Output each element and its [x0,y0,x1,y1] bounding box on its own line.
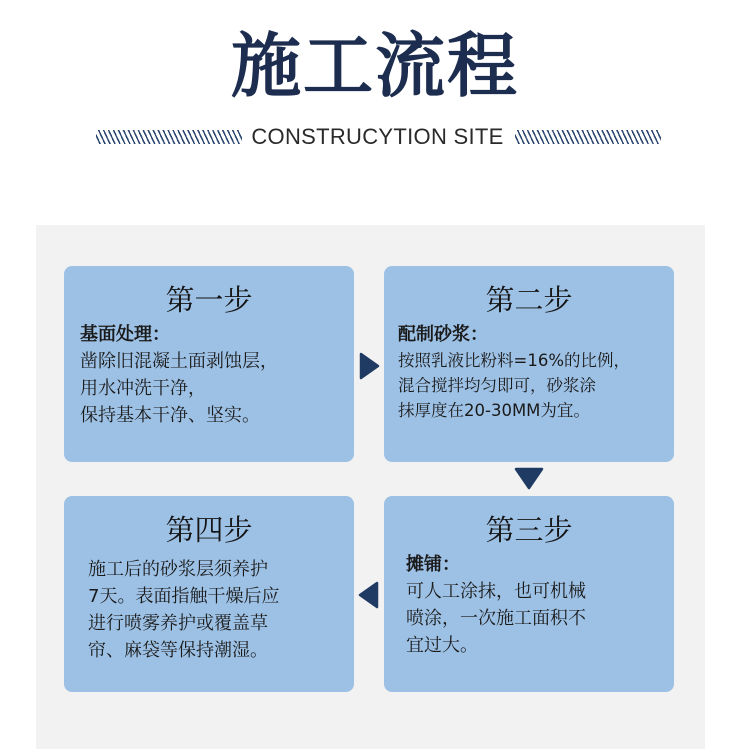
step-card-3 [384,496,674,692]
step-title: 第一步 [165,283,253,317]
step-description: 施工后的砂浆层须养护 7天。表面指触干燥后应 进行喷雾养护或覆盖草 帘、麻袋等保持潮湿。 [88,559,280,661]
step-card-2 [384,266,674,462]
step-title: 第三步 [485,513,573,547]
step-description: 凿除旧混凝土面剥蚀层， 用水冲洗干净， 保持基本干净、坚实。 [80,351,278,426]
step-title: 第二步 [485,283,573,317]
step-heading: 摊铺： [406,554,460,575]
hatch-decoration-left [96,130,242,144]
step-description: 按照乳液比粉料=16%的比例， 混合搅拌均匀即可，砂浆涂 抹厚度在20-30MM为宜。 [398,351,630,420]
hatch-decoration-right [515,130,661,144]
step-heading: 基面处理： [80,324,170,345]
step-description: 可人工涂抹，也可机械 喷涂，一次施工面积不 宜过大。 [406,581,586,656]
page-title: 施工流程 [231,24,519,107]
arrow-down-icon [514,467,544,491]
step-heading: 配制砂浆： [398,324,488,345]
arrow-right-icon [359,352,381,380]
page-subtitle: CONSTRUCYTION SITE [251,124,504,149]
step-card-1 [64,266,354,462]
step-card-4 [64,496,354,692]
arrow-left-icon [357,581,379,609]
step-title: 第四步 [165,513,253,547]
subtitle-row [0,120,750,154]
